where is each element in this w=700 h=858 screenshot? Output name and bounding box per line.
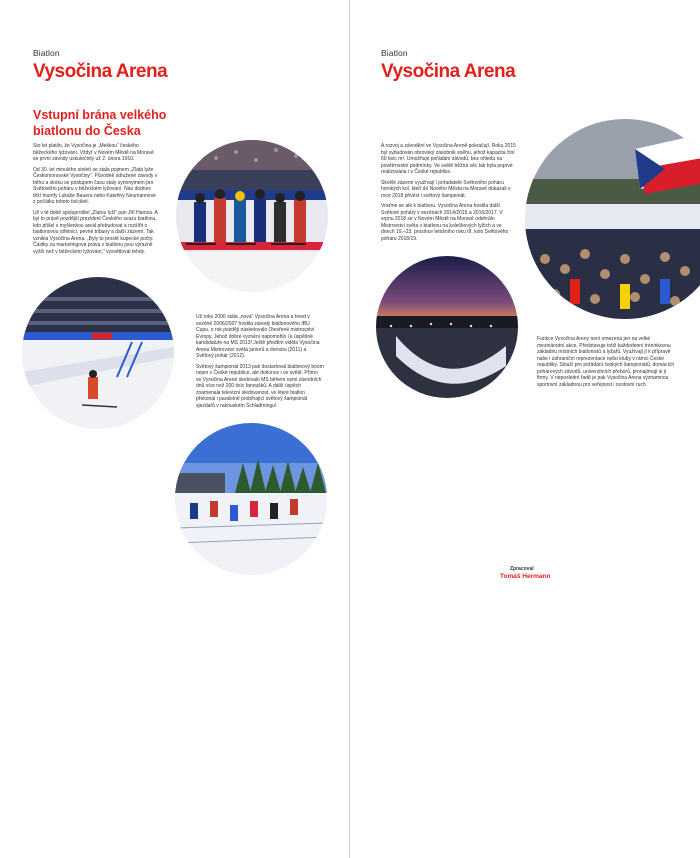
paragraph: Už v té době spoluprodlel „Zlatou lyží“ pan Jiří Hamza. A byl to právě pozdější prezident Českého svazu biatlonu, kdo přišel s myšlenkou areál přebudovat a rozšířit o biatlonovou střelnici, pevné tribuny a další zázemí. Tak vznikla Vysočina Arena. „Byly to prostě kupecké počty. Částky za marketingová práva v biatlonu jsou výrazně vyšší než v běžeckém lyžování,“ vysvětloval tehdy.	[33, 209, 158, 255]
paragraph: Už roku 2006 stála „nová“ Vysočina Arena a hned v sezóně 2006/2007 hostila závody biatlonového IBU Cupu, o rok později následovalo Otevřené mistrovství Evropy. Jehož dobré vyznění napomohlo i k úspěšné kandidatuře na MS 2013! Ještě předtím viděla Vysočina Arena Mistrovství světa juniorů a dorostu (2011) a Světový pohár (2012).	[196, 314, 320, 359]
photo-skier-stadium	[22, 277, 174, 429]
paragraph: Od 30. let minulého století se stala pojmem „Zlatá lyže Českomoravské Vysočiny“. Původně sdružené závody v běhu a skoku se postupem času staly synonymem pro Světového poháru v běžeckém lyžování. Nás dodnes těší triumfy Lukáše Bauera nebo Kateřiny Neumannové z počátku tohoto tisíciletí.	[33, 166, 158, 205]
right-page	[350, 0, 699, 858]
paragraph: Světový šampionát 2013 pak dostartoval biatlonový boom nejen v České republice, ale dokonce i ve světě. Přímo ve Vysočina Areně sledovalo MS během osmi závodních dnů více než 200 tisíc fanoušků. A další úspěch znamenala televizní sledovanost, ve které biatlon překonal i paralelně probíhající světový šampionát sjezdařů v rakouském Schladmingu!	[196, 363, 324, 409]
credit-author: Tomáš Hermann	[500, 573, 551, 580]
left-text-column-2	[196, 314, 324, 413]
paragraph: Vraťme se ale k biatlonu. Vysočina Arena hostila další Světové poháry v sezónách 2014/2015 a 2016/2017. V srpnu 2018 se v Novém Městě na Moravě odehrálo Mistrovství světa v biatlonu na kolečkových lyžích a ve dnech 19.–23. prosince letošního roku III. kolo Světového poháru 2018/19.	[381, 203, 509, 242]
paragraph: Skvělé zázemí využívají i pořadatelé Světového poháru horských kol, kteří do Nového Města na Moravě dokázali v roce 2018 přivést i světový šampionát.	[381, 179, 511, 199]
section-kicker: Biatlon	[33, 48, 60, 58]
section-kicker: Biatlon	[381, 48, 408, 58]
page-title: Vysočina Arena	[33, 61, 168, 82]
photo-crowd-flag	[525, 119, 700, 319]
photo-mass-start	[175, 423, 327, 575]
left-text-column-1	[33, 143, 158, 259]
credit-label: Zpracoval	[510, 566, 534, 572]
paragraph: Sto let platilo, že Vysočina je „Mekkou“ českého běžeckého lyžování. Vždyť v Novém Městě na Moravě se první závody uskutečnily už 2. února 1910.	[33, 143, 154, 162]
right-text-column-1	[381, 143, 516, 246]
article-subtitle: Vstupní brána velkého biatlonu do Česka	[33, 108, 167, 138]
paragraph: A rozvoj a závodění ve Vysočina Areně pokračují. Roku 2015 byl vybudován obrovský zásobník sněhu, jehož kapacita činí 60 tisíc m³. Umožňuje pořádání závodů, bez ohledu na povětrnostní podmínky. Ve světě běžná věc tak byla poprvé realizována i v České republice.	[381, 143, 516, 175]
photo-shooting-range	[176, 140, 328, 292]
photo-arena-dusk	[376, 256, 518, 398]
right-text-column-2	[537, 336, 677, 392]
paragraph: Funkce Vysočina Areny není omezena jen na velké mezinárodní akce. Představuje totiž každodenní tréninkovou základnu místních biatlonistů a lyžařů. Využívají jí k přípravě naše i zahraniční reprezentace nebo kluby v rámci České republiky. Slouží pro pořádání českých šampionátů, domácích pohárových závodů, univerzitních přeborů, pronajímají si ji firmy. V neposlední řadě je pak Vysočina Arena významnou sportovní základnou pro veřejnost i cestovní ruch.	[537, 336, 675, 388]
page-title: Vysočina Arena	[381, 61, 516, 82]
left-page	[0, 0, 349, 858]
